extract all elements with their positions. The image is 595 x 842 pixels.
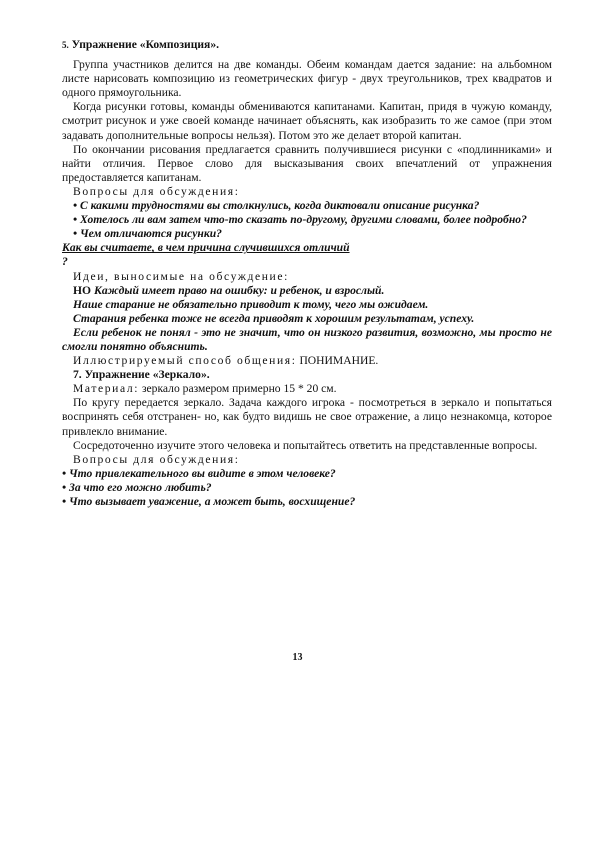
exercise-7-title xyxy=(62,368,552,382)
exercise-5-paragraph-1: Группа участников делится на две команды. Обеим командам дается задание: на альбомном листе нарисовать композицию из геометрических фигур - двух треугольников, трех квадратов и одного прямоугольника. xyxy=(62,58,552,100)
exercise-5-question-3: • Чем отличаются рисунки? xyxy=(73,227,222,241)
exercise-5-paragraph-2: Когда рисунки готовы, команды обмениваются капитанами. Капитан, придя в чужую команду, смотрит рисунок и уже своей команде начинает объяснять, как изобразить то же самое (при этом задавать дополнительные вопросы нельзя). Потом это же делает второй капитан. xyxy=(62,100,552,142)
idea-1-prefix: НО xyxy=(73,283,92,297)
exercise-5-idea-3: Старания ребенка тоже не всегда приводят к хорошим результатам, успеху. xyxy=(73,311,475,325)
exercise-7-number: 7. xyxy=(73,368,82,382)
exercise-5-question-4: Как вы считаете, в чем причина случившихся отличий xyxy=(62,241,350,255)
exercise-5-question-4-mark: ? xyxy=(62,255,68,269)
exercise-7-paragraph-2: Сосредоточенно изучите этого человека и попытайтесь ответить на представленные вопросы. xyxy=(73,438,538,452)
exercise-5-title-text: Упражнение «Композиция». xyxy=(71,38,220,51)
exercise-5-title xyxy=(62,38,552,52)
material-value: зеркало размером примерно 15 * 20 см. xyxy=(141,382,337,396)
exercise-5-paragraph-3: По окончании рисования предлагается сравнить получившиеся рисунки с «подлинниками» и найти отличия. Первое слово для высказывания своих впечатлений от упражнения предоставляется капитанам. xyxy=(62,142,552,184)
idea-1-text: Каждый имеет право на ошибку: и ребенок, и взрослый. xyxy=(93,283,385,297)
exercise-7-question-1: • Что привлекательного вы видите в этом человеке? xyxy=(62,466,336,480)
material-label: Материал: xyxy=(73,382,140,396)
exercise-5-question-2: • Хотелось ли вам затем что-то сказать по-другому, другими словами, более подробно? xyxy=(73,213,527,227)
exercise-5-questions-label: Вопросы для обсуждения: xyxy=(73,184,240,198)
exercise-5-number: 5. xyxy=(62,40,69,50)
exercise-7-paragraph-1: По кругу передается зеркало. Задача каждого игрока - посмотреться в зеркало и попытаться воспринять себя отстранен- но, как будто видишь не свое отражение, а лицо незнакомца, которое привлекло внимание. xyxy=(62,396,552,438)
exercise-5-method xyxy=(62,354,552,368)
method-value: ПОНИМАНИЕ. xyxy=(299,354,379,368)
exercise-5-ideas-label: Идеи, выносимые на обсуждение: xyxy=(73,269,289,283)
exercise-5-idea-1 xyxy=(62,284,552,298)
exercise-5-idea-4: Если ребенок не понял - это не значит, что он низкого развития, возможно, мы просто не смогли понятно объяснить. xyxy=(62,325,552,353)
exercise-7-question-3: • Что вызывает уважение, а может быть, восхищение? xyxy=(62,495,356,508)
exercise-5-idea-2: Наше старание не обязательно приводит к тому, чего мы ожидаем. xyxy=(73,297,429,311)
method-label: Иллюстрируемый способ общения: xyxy=(73,354,297,368)
exercise-7-question-2: • За что его можно любить? xyxy=(62,480,212,494)
document-page xyxy=(62,38,552,509)
exercise-7-material xyxy=(62,382,552,396)
exercise-5-question-1: • С какими трудностями вы столкнулись, когда диктовали описание рисунка? xyxy=(73,199,480,213)
exercise-7-questions-label: Вопросы для обсуждения: xyxy=(73,452,240,466)
page-number: 13 xyxy=(292,652,303,663)
exercise-7-title-text: Упражнение «Зеркало». xyxy=(84,368,210,382)
